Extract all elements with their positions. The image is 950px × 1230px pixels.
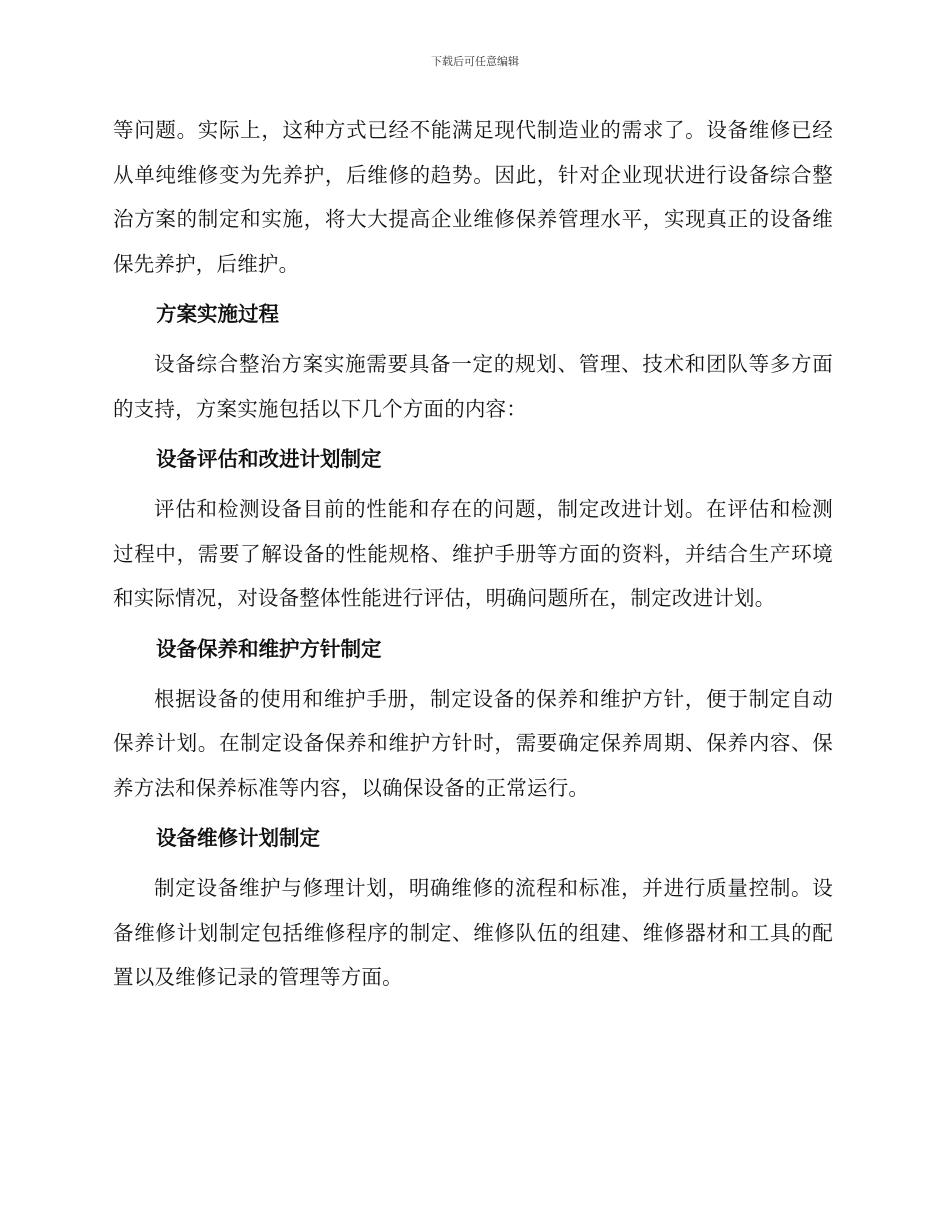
section-paragraph: 设备综合整治方案实施需要具备一定的规划、管理、技术和团队等多方面的支持，方案实施包括以下几个方面的内容： <box>113 352 833 421</box>
subsection-heading-assessment: 设备评估和改进计划制定 <box>156 447 382 471</box>
section-heading: 方案实施过程 <box>156 302 279 326</box>
subsection-paragraph-repair-plan: 制定设备维护与修理计划，明确维修的流程和标准，并进行质量控制。设备维修计划制定包括维修程序的制定、维修队伍的组建、维修器材和工具的配置以及维修记录的管理等方面。 <box>113 876 833 989</box>
intro-paragraph: 等问题。实际上，这种方式已经不能满足现代制造业的需求了。设备维修已经从单纯维修变为先养护，后维修的趋势。因此，针对企业现状进行设备综合整治方案的制定和实施，将大大提高企业维修保养管理水平，实现真正的设备维保先养护，后维护。 <box>113 118 833 276</box>
subsection-heading-repair-plan: 设备维修计划制定 <box>156 826 320 850</box>
subsection-paragraph-maintenance-policy: 根据设备的使用和维护手册，制定设备的保养和维护方针，便于制定自动保养计划。在制定设备保养和维护方针时，需要确定保养周期、保养内容、保养方法和保养标准等内容，以确保设备的正常运行。 <box>113 686 833 800</box>
subsection-paragraph-assessment: 评估和检测设备目前的性能和存在的问题，制定改进计划。在评估和检测过程中，需要了解设备的性能规格、维护手册等方面的资料，并结合生产环境和实际情况，对设备整体性能进行评估，明确问题所在，制定改进计划。 <box>113 497 833 610</box>
page-header: 下载后可任意编辑 <box>431 55 519 68</box>
subsection-heading-maintenance-policy: 设备保养和维护方针制定 <box>156 636 382 661</box>
document-body <box>113 108 833 1000</box>
